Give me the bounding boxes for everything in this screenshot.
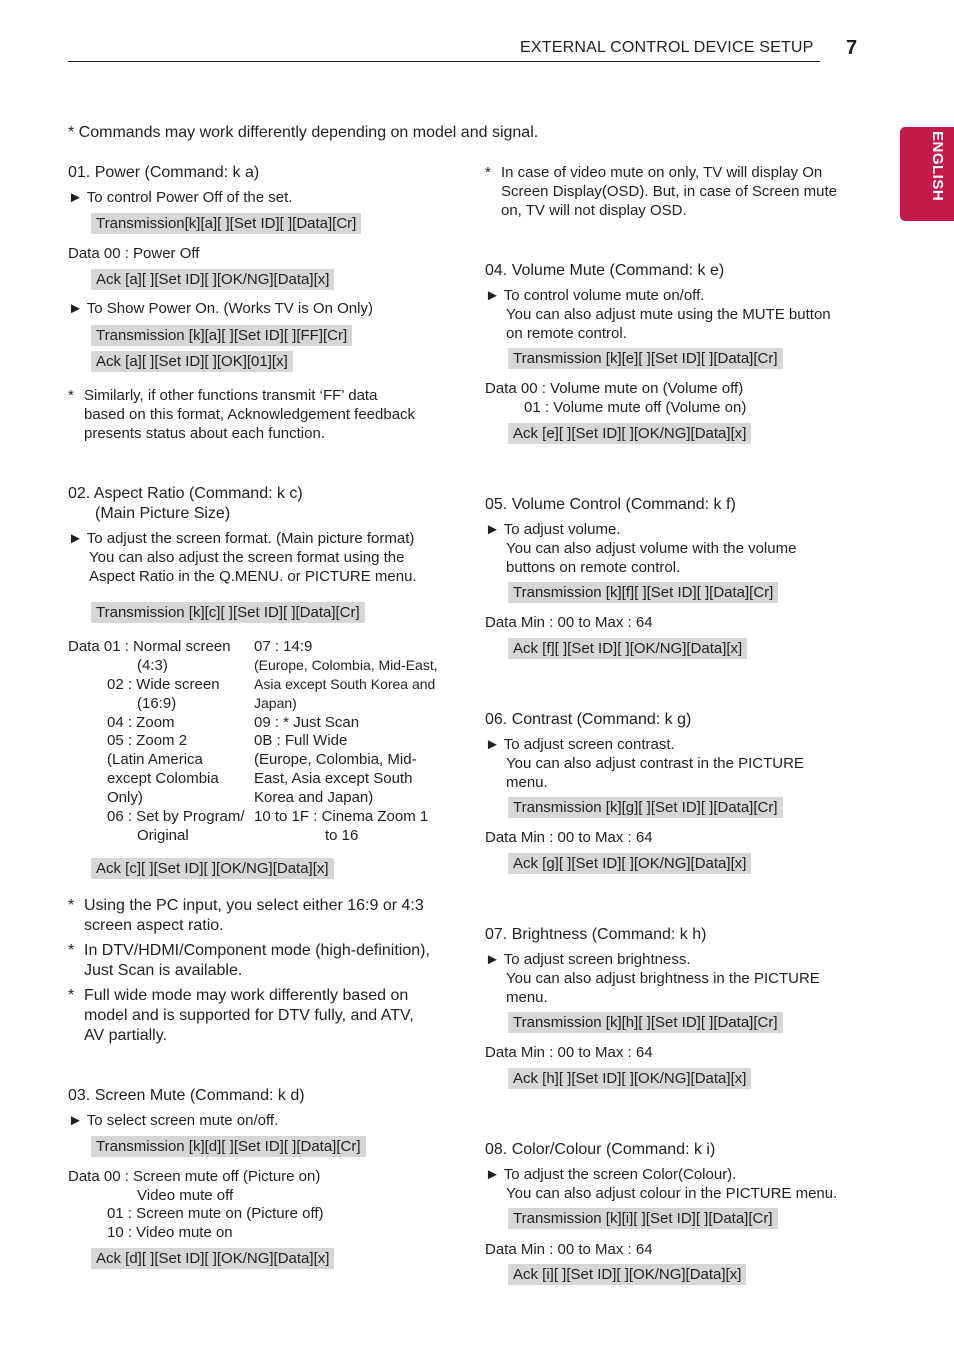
color-transmission: Transmission [k][i][ ][Set ID][ ][Data][Cr]	[508, 1208, 778, 1229]
volctl-data: Data Min : 00 to Max : 64	[485, 614, 653, 631]
power-data: Data 00 : Power Off	[68, 245, 200, 262]
aspect-note3-line1: Full wide mode may work differently based on	[84, 987, 409, 1004]
power-transmission-on: Transmission [k][a][ ][Set ID][ ][FF][Cr]	[91, 325, 352, 346]
volmute-data-line2: 01 : Volume mute off (Volume on)	[524, 399, 747, 416]
aspect-note1-line1: Using the PC input, you select either 16:9 or 4:3	[84, 897, 424, 914]
mute-ack: Ack [d][ ][Set ID][ ][OK/NG][Data][x]	[91, 1248, 334, 1269]
volmute-bullet-line1: ► To control volume mute on/off.	[485, 287, 705, 304]
note-star: *	[68, 942, 75, 959]
aspect-data-item: 06 : Set by Program/	[107, 808, 245, 825]
power-ack-off: Ack [a][ ][Set ID][ ][OK/NG][Data][x]	[91, 269, 334, 290]
contrast-data: Data Min : 00 to Max : 64	[485, 829, 653, 846]
aspect-data-item: 04 : Zoom	[107, 714, 175, 731]
aspect-ack: Ack [c][ ][Set ID][ ][OK/NG][Data][x]	[91, 858, 334, 879]
color-bullet-line1: ► To adjust the screen Color(Colour).	[485, 1166, 737, 1183]
aspect-bullet-line1: ► To adjust the screen format. (Main picture format)	[68, 530, 415, 547]
aspect-data-item: 09 : * Just Scan	[254, 714, 360, 731]
volctl-bullet-line1: ► To adjust volume.	[485, 521, 621, 538]
aspect-data-item: to 16	[325, 827, 359, 844]
note-star: *	[68, 987, 75, 1004]
aspect-transmission: Transmission [k][c][ ][Set ID][ ][Data][Cr]	[91, 602, 365, 623]
aspect-note2-line2: Just Scan is available.	[84, 962, 243, 979]
contrast-ack: Ack [g][ ][Set ID][ ][OK/NG][Data][x]	[508, 853, 751, 874]
aspect-data-item: 07 : 14:9	[254, 638, 313, 655]
aspect-data-item: 10 to 1F : Cinema Zoom 1	[254, 808, 429, 825]
aspect-note3-line3: AV partially.	[84, 1027, 167, 1044]
note-star: *	[485, 164, 491, 181]
aspect-bullet-line3: Aspect Ratio in the Q.MENU. or PICTURE menu.	[89, 568, 417, 585]
contrast-title: 06. Contrast (Command: k g)	[485, 711, 692, 728]
volctl-transmission: Transmission [k][f][ ][Set ID][ ][Data][Cr]	[508, 582, 778, 603]
mute-data-line2: Video mute off	[137, 1187, 234, 1204]
color-data: Data Min : 00 to Max : 64	[485, 1241, 653, 1258]
mute-bullet: ► To select screen mute on/off.	[68, 1112, 279, 1129]
bright-ack: Ack [h][ ][Set ID][ ][OK/NG][Data][x]	[508, 1068, 751, 1089]
contrast-bullet-line3: menu.	[506, 774, 548, 791]
contrast-bullet-line1: ► To adjust screen contrast.	[485, 736, 675, 753]
aspect-data-item: (Europe, Colombia, Mid-East,	[254, 657, 438, 673]
bright-data: Data Min : 00 to Max : 64	[485, 1044, 653, 1061]
volmute-ack: Ack [e][ ][Set ID][ ][OK/NG][Data][x]	[508, 423, 751, 444]
aspect-bullet-line2: You can also adjust the screen format using the	[89, 549, 405, 566]
contrast-transmission: Transmission [k][g][ ][Set ID][ ][Data][Cr]	[508, 797, 783, 818]
volmute-transmission: Transmission [k][e][ ][Set ID][ ][Data][Cr]	[508, 348, 783, 369]
power-ack-on: Ack [a][ ][Set ID][ ][OK][01][x]	[91, 351, 293, 372]
power-bullet-off: ► To control Power Off of the set.	[68, 189, 293, 206]
volctl-bullet-line3: buttons on remote control.	[506, 559, 681, 576]
intro-note: * Commands may work differently depending on model and signal.	[68, 124, 539, 141]
aspect-data-item: East, Asia except South	[254, 770, 413, 787]
volctl-title: 05. Volume Control (Command: k f)	[485, 496, 736, 513]
mute-transmission: Transmission [k][d][ ][Set ID][ ][Data][Cr]	[91, 1136, 366, 1157]
volmute-title: 04. Volume Mute (Command: k e)	[485, 262, 725, 279]
aspect-data-item: Asia except South Korea and	[254, 676, 436, 692]
color-bullet-line2: You can also adjust colour in the PICTURE menu.	[506, 1185, 838, 1202]
volctl-ack: Ack [f][ ][Set ID][ ][OK/NG][Data][x]	[508, 638, 747, 659]
bright-bullet-line3: menu.	[506, 989, 548, 1006]
aspect-data-item: Original	[137, 827, 189, 844]
mute-data-line3: 01 : Screen mute on (Picture off)	[107, 1205, 324, 1222]
mute-data-line1: Data 00 : Screen mute off (Picture on)	[68, 1168, 321, 1185]
bright-title: 07. Brightness (Command: k h)	[485, 926, 707, 943]
power-note-line3: presents status about each function.	[84, 425, 325, 442]
language-tab-label: ENGLISH	[929, 131, 946, 202]
volmute-data-line1: Data 00 : Volume mute on (Volume off)	[485, 380, 744, 397]
aspect-subtitle: (Main Picture Size)	[95, 505, 231, 522]
bright-transmission: Transmission [k][h][ ][Set ID][ ][Data][Cr]	[508, 1012, 783, 1033]
aspect-data-item: except Colombia	[107, 770, 219, 787]
mute-title: 03. Screen Mute (Command: k d)	[68, 1087, 305, 1104]
bright-bullet-line2: You can also adjust brightness in the PICTURE	[506, 970, 820, 987]
aspect-data-item: 05 : Zoom 2	[107, 732, 188, 749]
power-note-line1: Similarly, if other functions transmit ‘FF’ data	[84, 387, 378, 404]
aspect-data-item: Data 01 : Normal screen	[68, 638, 231, 655]
aspect-data-item: Korea and Japan)	[254, 789, 374, 806]
aspect-data-item: Japan)	[254, 695, 297, 711]
power-title: 01. Power (Command: k a)	[68, 164, 260, 181]
aspect-data-item: Only)	[107, 789, 143, 806]
aspect-data-item: 02 : Wide screen	[107, 676, 220, 693]
aspect-data-item: (Europe, Colombia, Mid-	[254, 751, 417, 768]
bright-bullet-line1: ► To adjust screen brightness.	[485, 951, 691, 968]
aspect-data-item: 0B : Full Wide	[254, 732, 348, 749]
volmute-bullet-line2: You can also adjust mute using the MUTE button	[506, 306, 831, 323]
mute-data-line4: 10 : Video mute on	[107, 1224, 233, 1241]
volctl-bullet-line2: You can also adjust volume with the volume	[506, 540, 797, 557]
aspect-note1-line2: screen aspect ratio.	[84, 917, 224, 934]
aspect-data-item: (16:9)	[137, 695, 177, 712]
aspect-note3-line2: model and is supported for DTV fully, and ATV,	[84, 1007, 414, 1024]
color-title: 08. Color/Colour (Command: k i)	[485, 1141, 716, 1158]
aspect-data-item: (4:3)	[137, 657, 168, 674]
mute-note-line3: on, TV will not display OSD.	[501, 202, 687, 219]
note-star: *	[68, 387, 74, 404]
color-ack: Ack [i][ ][Set ID][ ][OK/NG][Data][x]	[508, 1264, 746, 1285]
volmute-bullet-line3: on remote control.	[506, 325, 627, 342]
power-bullet-on: ► To Show Power On. (Works TV is On Only)	[68, 300, 373, 317]
aspect-title: 02. Aspect Ratio (Command: k c)	[68, 485, 303, 502]
language-tab	[900, 127, 954, 221]
power-note-line2: based on this format, Acknowledgement feedback	[84, 406, 416, 423]
power-transmission-off: Transmission[k][a][ ][Set ID][ ][Data][Cr]	[91, 213, 361, 234]
contrast-bullet-line2: You can also adjust contrast in the PICTURE	[506, 755, 804, 772]
mute-note-line2: Screen Display(OSD). But, in case of Screen mute	[501, 183, 837, 200]
aspect-data-item: (Latin America	[107, 751, 203, 768]
header-rule	[68, 61, 820, 62]
aspect-note2-line1: In DTV/HDMI/Component mode (high-definition),	[84, 942, 430, 959]
mute-note-line1: In case of video mute on only, TV will display On	[501, 164, 823, 181]
page-number: 7	[846, 37, 858, 59]
note-star: *	[68, 897, 75, 914]
header-title: EXTERNAL CONTROL DEVICE SETUP	[520, 39, 814, 56]
